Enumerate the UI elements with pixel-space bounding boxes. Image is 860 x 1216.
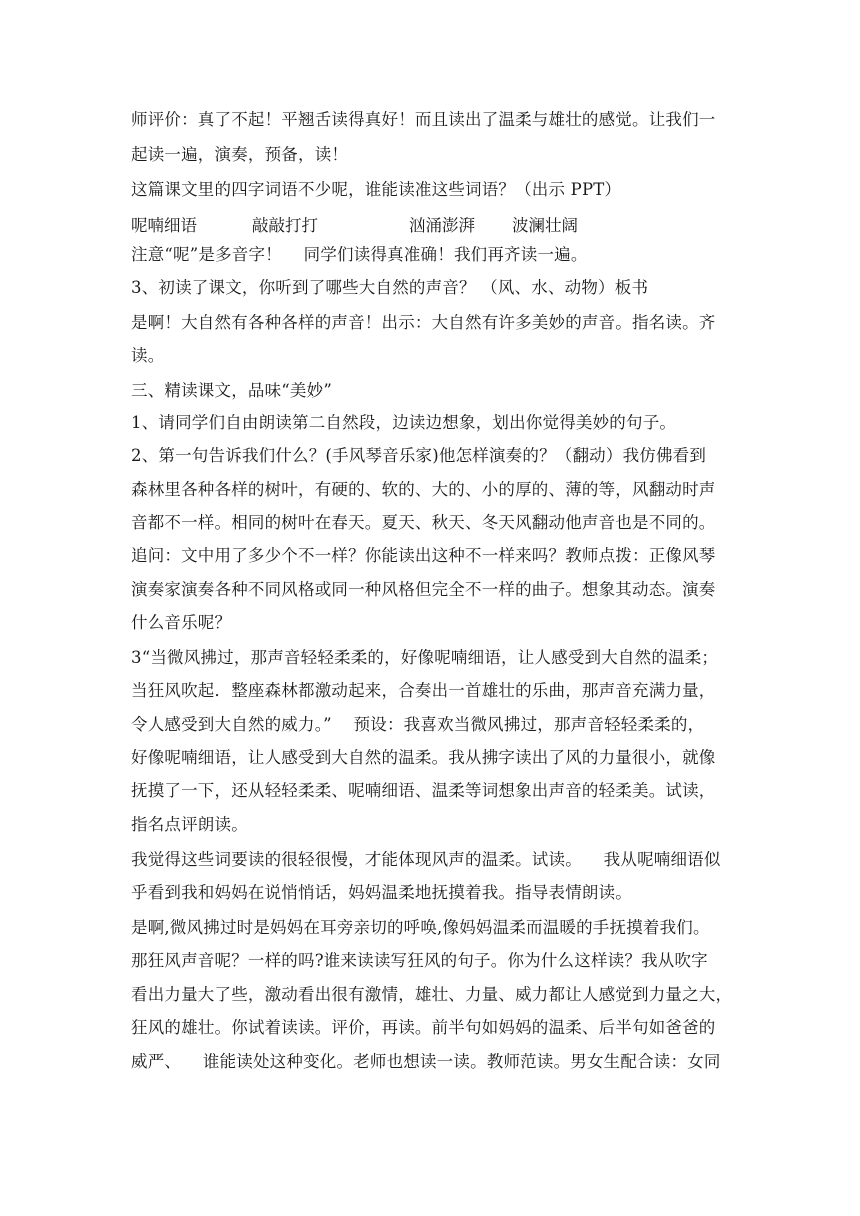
word-item: 敲敲打打 (252, 216, 318, 235)
text-line: 什么音乐呢？ (131, 613, 232, 632)
word-item: 汹涌澎湃 (409, 216, 475, 235)
text-line: 令人感受到大自然的威力。” 预设：我喜欢当微风拂过，那声音轻轻柔柔的， (131, 715, 705, 734)
text-line: 抚摸了一下，还从轻轻柔柔、呢喃细语、温柔等词想象出声音的轻柔美。试读， (131, 781, 716, 800)
text-line: 1、请同学们自由朗读第二自然段，边读边想象，划出你觉得美妙的句子。 (131, 413, 677, 432)
text-line: 师评价：真了不起！平翘舌读得真好！而且读出了温柔与雄壮的感觉。让我们一 (131, 110, 716, 129)
text-line: 追问：文中用了多少个不一样？你能读出这种不一样来吗？教师点拨：正像风琴 (131, 546, 716, 565)
text-line: 音都不一样。相同的树叶在春天。夏天、秋天、冬天风翻动他声音也是不同的。 (131, 513, 716, 532)
text-line: 3“当微风拂过，那声音轻轻柔柔的，好像呢喃细语，让人感受到大自然的温柔； (131, 648, 719, 667)
text-line: 演奏家演奏各种不同风格或同一种风格但完全不一样的曲子。想象其动态。演奏 (131, 580, 716, 599)
text-line: 那狂风声音呢？一样的吗?谁来读读写狂风的句子。你为什么这样读？我从吹字 (131, 951, 708, 970)
text-line: 指名点评朗读。 (131, 815, 248, 834)
text-line: 这篇课文里的四字词语不少呢，谁能读准这些词语？（出示 PPT） (131, 180, 622, 199)
text-line: 三、精读课文，品味“美妙” (131, 381, 332, 400)
text-line: 是啊,微风拂过时是妈妈在耳旁亲切的呼唤,像妈妈温柔而温暖的手抚摸着我们。 (131, 918, 710, 937)
word-item: 波澜壮阔 (512, 216, 578, 235)
text-line: 读。 (131, 346, 165, 365)
text-line: 乎看到我和妈妈在说悄悄话，妈妈温柔地抚摸着我。指导表情朗读。 (131, 883, 632, 902)
text-line: 2、第一句告诉我们什么？(手风琴音乐家)他怎样演奏的？（翻动）我仿佛看到 (131, 446, 707, 465)
text-line: 看出力量大了些，激动看出很有激情，雄壮、力量、威力都让人感觉到力量之大， (131, 985, 733, 1004)
text-line: 好像呢喃细语，让人感受到大自然的温柔。我从拂字读出了风的力量很小，就像 (131, 748, 716, 767)
text-line: 森林里各种各样的树叶，有硬的、软的、大的、小的厚的、薄的等，风翻动时声 (131, 480, 716, 499)
word-item: 呢喃细语 (131, 216, 197, 235)
text-line: 是啊！大自然有各种各样的声音！出示：大自然有许多美妙的声音。指名读。齐 (131, 313, 716, 332)
text-line: 狂风的雄壮。你试着读读。评价，再读。前半句如妈妈的温柔、后半句如爸爸的 (131, 1018, 716, 1037)
text-line: 起读一遍，演奏，预备，读！ (131, 145, 349, 164)
text-line: 注意“呢”是多音字！ 同学们读得真准确！我们再齐读一遍。 (131, 245, 588, 264)
text-line: 当狂风吹起．整座森林都激动起来，合奏出一首雄壮的乐曲，那声音充满力量， (131, 681, 716, 700)
text-line: 威严、 谁能读处这种变化。老师也想读一读。教师范读。男女生配合读：女同 (131, 1052, 721, 1071)
text-line: 我觉得这些词要读的很轻很慢，才能体现风声的温柔。试读。 我从呢喃细语似 (131, 850, 721, 869)
text-line: 3、初读了课文，你听到了哪些大自然的声音？ （风、水、动物）板书 (131, 278, 649, 297)
